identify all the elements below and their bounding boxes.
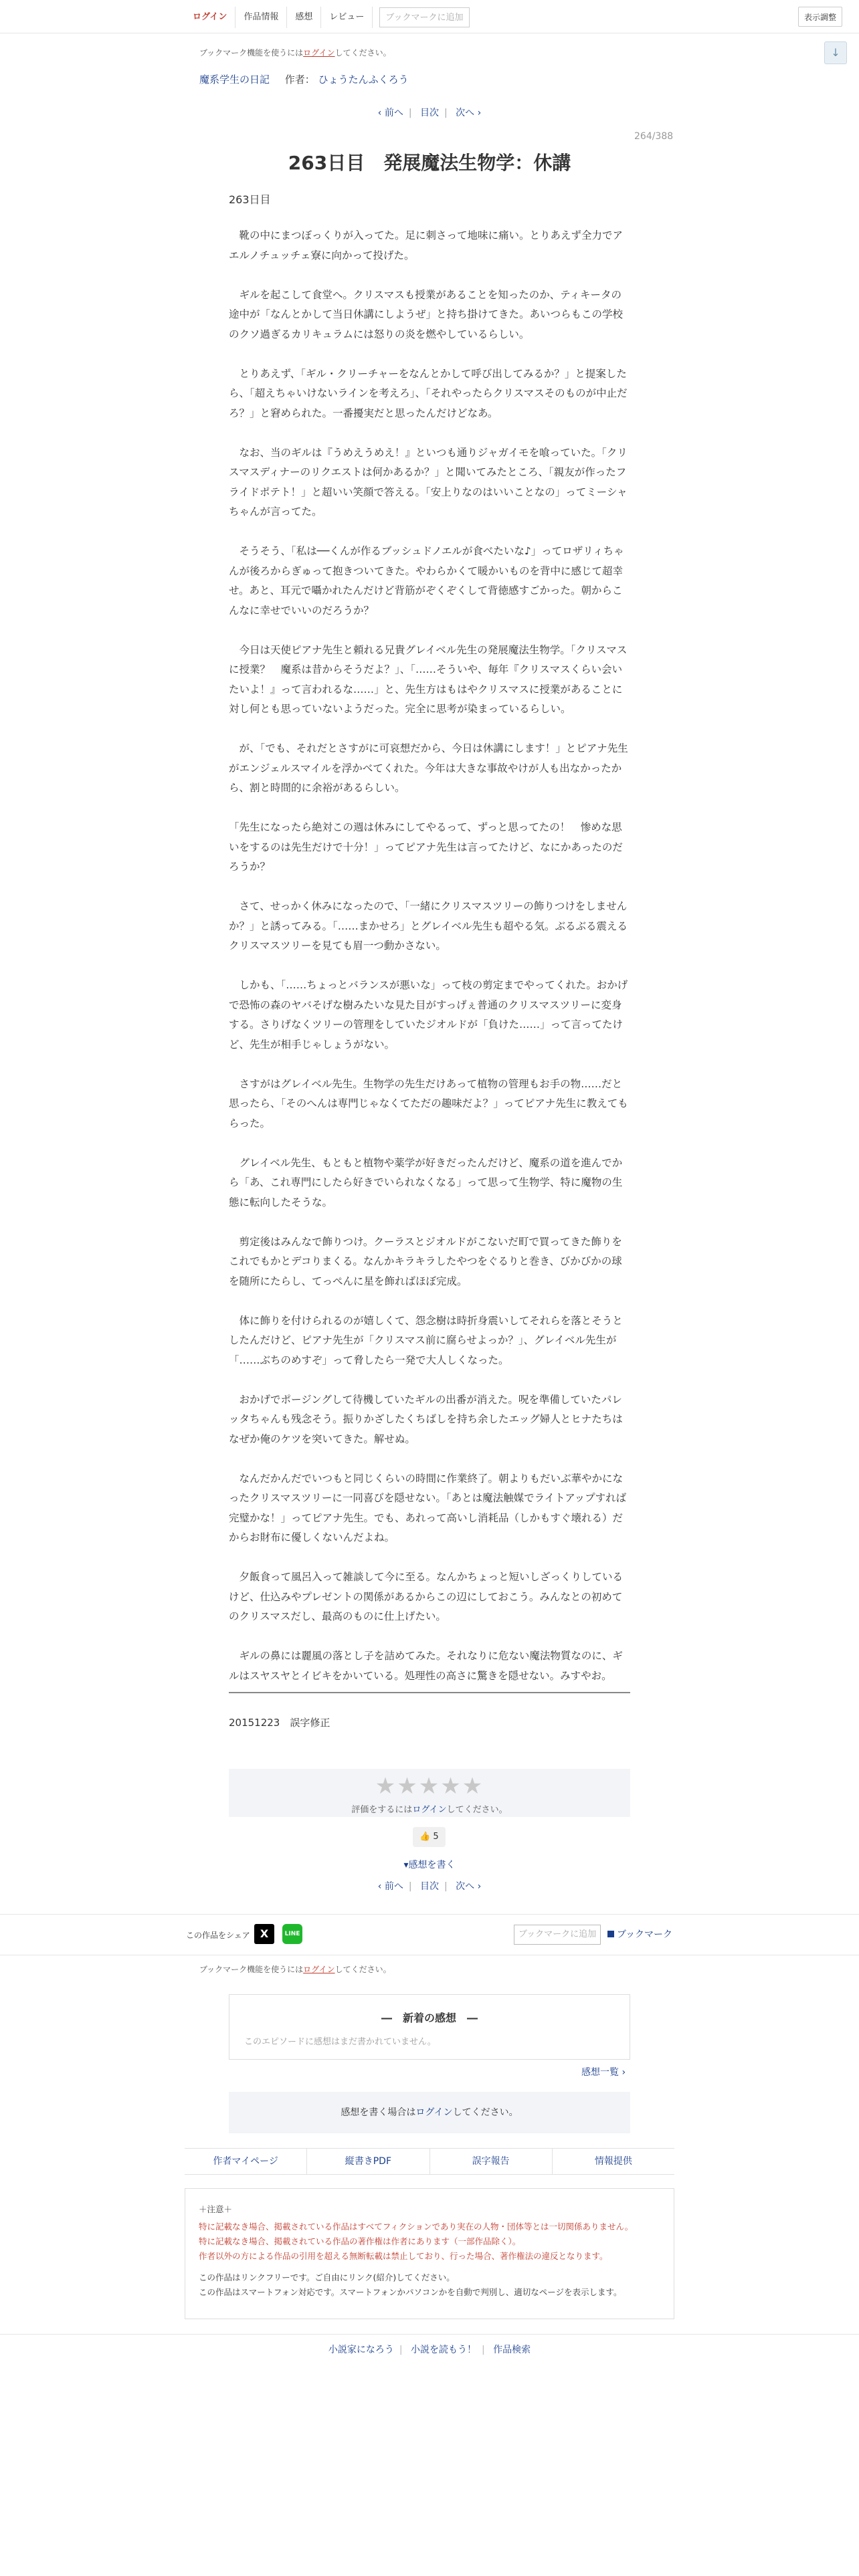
caution-title: ＋注意＋ [199, 2204, 233, 2214]
pager-top: ‹ 前へ | 目次 | 次へ › [377, 108, 482, 118]
afterword: 20151223 誤字修正 [229, 1717, 330, 1729]
rating-login-note: 評価をするにはログインしてください。 [351, 1805, 508, 1815]
paragraph: 体に飾りを付けられるのが嬉しくて、怨念樹は時折身震いしてそれらを落とそうとしたんだけど、ピアナ先生が「クリスマス前に腐らせよっか？」、グレイベル先生が「……ぶちのめすぞ」って脅したら一発で大人しくなった。 [229, 1314, 623, 1366]
toc-link[interactable]: 目次 [420, 1881, 439, 1892]
paragraph: そうそう、「私は──くんが作るブッシュドノエルが食べたいな♪」ってロザリィちゃんが後ろからぎゅって抱きついてきた。やわらかくて暖かいものを背中に感じて超幸せ。あと、耳元で囁かれたんだけど背筋がぞくぞくして背徳感すごかった。朝からこんなに幸せでいいのだろうか？ [229, 545, 624, 617]
typo-report-link[interactable]: 誤字報告 [430, 2149, 553, 2174]
rating-stars-icon[interactable]: ★★★★★ [375, 1773, 484, 1800]
latest-impressions-box [229, 1994, 630, 2060]
toc-link[interactable]: 目次 [420, 108, 439, 118]
display-settings-button[interactable]: 表示調整 [798, 7, 842, 27]
paragraph: さすがはグレイベル先生。生物学の先生だけあって植物の管理もお手の物……だと思ったら、「そのへんは専門じゃなくてただの趣味だよ？」ってピアナ先生に教えてもらった。 [229, 1077, 628, 1130]
bookmark-login-notice-bottom: ブックマーク機能を使うにはログインしてください。 [199, 1965, 391, 1974]
narou-link[interactable]: 小説家になろう [328, 2345, 394, 2355]
paragraph: ギルの鼻には麗風の落とし子を詰めてみた。それなりに危ない魔法物質なのに、ギルはスヤスヤとイビキをかいている。処理性の高さに驚きを隠せない。みすやお。 [229, 1650, 623, 1682]
no-impressions-text: このエピソードに感想はまだ書かれていません。 [244, 2037, 436, 2047]
search-link[interactable]: 作品検索 [493, 2345, 531, 2355]
latest-impressions-title: ― 新着の感想 ― [381, 2012, 478, 2024]
share-label: この作品をシェア [186, 1931, 250, 1940]
author-link[interactable]: ひょうたんふくろう [318, 74, 409, 86]
page-count: 264/388 [634, 131, 674, 142]
notice-login-link[interactable]: ログイン [303, 1965, 335, 1974]
footer-links [185, 2148, 674, 2175]
caution-box [185, 2188, 674, 2319]
bookmark-link[interactable]: ブックマーク [607, 1925, 672, 1945]
top-nav-bar [0, 0, 859, 33]
paragraph: ギルを起こして食堂へ。クリスマスも授業があることを知ったのか、ティキータの途中が「なんとかして当日休講にしようぜ」と持ち掛けてきた。あいつらもこの学校のクソ過ぎるカリキュラムには怒りの炎を燃やしているらしい。 [229, 288, 624, 340]
paragraph: とりあえず、「ギル・クリーチャーをなんとかして呼び出してみるか？」と提案したら、「超えちゃいけないラインを考えろ」、「それやったらクリスマスそのものが中止だろ？」と窘められた。一番擾実だと思ったんだけどなあ。 [229, 367, 628, 419]
site-footer-bar: 小説家になろう | 小説を読もう！ | 作品検索 [0, 2334, 859, 2365]
paragraph: 靴の中にまつぼっくりが入ってた。足に刺さって地味に痛い。とりあえず全力でアエルノチュッチェ寮に向かって投げた。 [229, 229, 624, 261]
paragraph: なお、当のギルは『うめえうめえ！』といつも通りジャガイモを喰っていた。「クリスマスディナーのリクエストは何かあるか？」と聞いてみたところ、「親友が作ったフライドポテト！」と超いい笑顔で答える。「安上りなのはいいことなの」ってミーシャちゃんが言ってた。 [229, 446, 628, 518]
write-impression-link[interactable]: ▾感想を書く [403, 1860, 456, 1870]
caution-line: 作者以外の方による作品の引用を超える無断転載は禁止しており、行った場合、著作権法の違反となります。 [199, 2251, 608, 2261]
paragraph: おかげでポージングして待機していたギルの出番が消えた。呪を準備していたパレッタちゃんも残念そう。振りかざしたくちばしを持ち余したエッグ婦人とヒナたちはなぜか俺のケツを突いてきた。解せぬ。 [229, 1393, 623, 1445]
caution-line: 特に記載なき場合、掲載されている作品の著作権は作者にあります（一部作品除く）。 [199, 2236, 521, 2246]
like-count: 5 [433, 1832, 439, 1842]
line-share-icon[interactable]: LINE [282, 1924, 302, 1944]
info-provide-link[interactable]: 情報提供 [594, 2156, 632, 2167]
paragraph: 今日は天使ピアナ先生と頼れる兄貴グレイベル先生の発展魔法生物学。「クリスマスに授業？ 魔系は昔からそうだよ？」、「……そういや、毎年『クリスマスくらい会いたいよ！』って言われるな……」と、先生方はもはやクリスマスに授業があることに対し何とも思っていないようだった。完全に思考が染まっているらしい。 [229, 643, 628, 715]
notice-login-link[interactable]: ログイン [303, 48, 335, 58]
paragraph: 夕飯食って風呂入って雑談して今に至る。なんかちょっと短いしざっくりしているけど、仕込みやプレゼントの関係があるからこの辺にしておこう。みんなとの初めてのクリスマスだし、最高のものに仕上げたい。 [229, 1571, 624, 1622]
afterword-divider [229, 1692, 630, 1693]
add-bookmark-button-bottom[interactable]: ブックマークに追加 [514, 1925, 601, 1945]
rating-box [229, 1769, 630, 1817]
pager-bottom: ‹ 前へ | 目次 | 次へ › [377, 1881, 482, 1892]
series-info [199, 72, 409, 86]
share-bar [0, 1914, 859, 1955]
impressions-link[interactable]: 感想 [287, 7, 321, 28]
paragraph: が、「でも、それだとさすがに可哀想だから、今日は休講にします！」とピアナ先生がエンジェルスマイルを浮かべてくれた。今年は大きな事故やけが人も出なかったから、割と時間的に余裕があるらしい。 [229, 742, 628, 794]
impressions-list-link[interactable]: 感想一覧 › [581, 2067, 626, 2078]
x-share-icon[interactable]: X [254, 1924, 274, 1944]
caution-line: この作品はリンクフリーです。ご自由にリンク(紹介)してください。 [199, 2272, 455, 2282]
impression-login-box: 感想を書く場合はログインしてください。 [229, 2092, 630, 2133]
rating-login-link[interactable]: ログイン [412, 1805, 447, 1815]
impression-login-link[interactable]: ログイン [415, 2107, 453, 2118]
bookmark-login-notice: ブックマーク機能を使うにはログインしてください。 [199, 48, 391, 58]
vertical-pdf-link[interactable]: 縦書きPDF [307, 2149, 430, 2174]
bookmark-square-icon [607, 1931, 614, 1937]
author-mypage-link[interactable]: 作者マイページ [185, 2149, 307, 2174]
chapter-subheading: 263日目 [229, 193, 271, 206]
paragraph: なんだかんだでいつもと同じくらいの時間に作業終了。朝よりもだいぶ華やかになったクリスマスツリーに一同喜びを隠せない。「あとは魔法触媒でライトアップすれば完璧かな！」ってピアナ先生。でも、あれって高いし消耗品（しかもすぐ壊れる）だからお財布に優しくないんだよね。 [229, 1472, 627, 1543]
login-link[interactable]: ログイン [185, 7, 235, 28]
chapter-title: 263日目 発展魔法生物学：休講 [288, 152, 571, 174]
scroll-down-icon[interactable]: ↓ [824, 41, 847, 64]
next-link[interactable]: 次へ › [456, 1881, 482, 1892]
author-label: 作者： [284, 74, 315, 86]
add-bookmark-button[interactable]: ブックマークに追加 [379, 7, 469, 27]
top-nav-items [185, 7, 470, 28]
paragraph: 「先生になったら絶対この週は休みにしてやるって、ずっと思ってたの！ 惨めな思いをするのは先生だけで十分！」ってピアナ先生は言ってたけど、なにかあったのだろうか？ [229, 821, 623, 873]
works-info-link[interactable]: 作品情報 [235, 7, 287, 28]
yomou-link[interactable]: 小説を読もう！ [411, 2345, 476, 2355]
next-link[interactable]: 次へ › [456, 108, 482, 118]
paragraph: さて、せっかく休みになったので、「一緒にクリスマスツリーの飾りつけをしませんか？」と誘ってみる。「……まかせろ」とグレイベル先生も超やる気。ぶるぶる震えるクリスマスツリーを見ても眉一つ動かさない。 [229, 900, 628, 952]
chapter-body [229, 226, 630, 1706]
thumbs-up-icon: 👍 [419, 1832, 431, 1842]
paragraph: グレイベル先生、もともと植物や薬学が好きだったんだけど、魔系の道を進んでから「あ、これ専門にしたら好きでいられなくなる」って思って生物学、特に魔物の生態に転向したそうな。 [229, 1156, 623, 1208]
paragraph: 剪定後はみんなで飾りつけ。クーラスとジオルドがこないだ町で買ってきた飾りをこれでもかとデコりまくる。なんかキラキラしたやつをぐるりと巻き、びかびかの球を随所にたらし、てっぺんに星を飾ればほぼ完成。 [229, 1235, 622, 1287]
prev-link[interactable]: ‹ 前へ [377, 108, 403, 118]
caution-line: 特に記載なき場合、掲載されている作品はすべてフィクションであり実在の人物・団体等とは一切関係ありません。 [199, 2222, 634, 2232]
series-title-link[interactable]: 魔系学生の日記 [199, 74, 270, 86]
paragraph: しかも、「……ちょっとバランスが悪いな」って枝の剪定までやってくれた。おかげで恐怖の森のヤバそげな樹みたいな見た目がすっげぇ普通のクリスマスツリーに変身する。さりげなくツリーの管理をしていたジオルドが「負けた……」って言ってたけど、先生が相手じゃしょうがない。 [229, 979, 628, 1051]
caution-line: この作品はスマートフォン対応です。スマートフォンかパソコンかを自動で判別し、適切なページを表示します。 [199, 2287, 622, 2297]
prev-link[interactable]: ‹ 前へ [377, 1881, 403, 1892]
reviews-link[interactable]: レビュー [321, 7, 373, 28]
like-button[interactable] [413, 1827, 446, 1847]
